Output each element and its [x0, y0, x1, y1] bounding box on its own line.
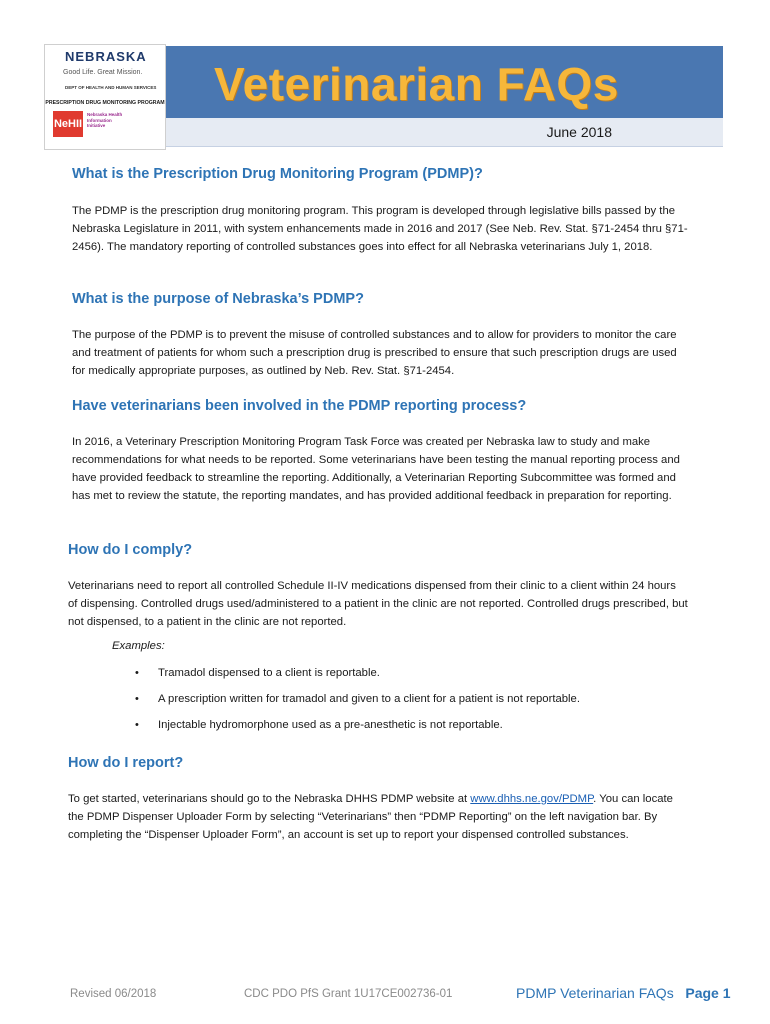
- section-heading-what-is-pdmp: What is the Prescription Drug Monitoring Program (PDMP)?: [72, 166, 483, 182]
- bullet-icon: •: [135, 719, 139, 731]
- logo-dept: DEPT OF HEALTH AND HUMAN SERVICES: [65, 85, 157, 90]
- bullet-icon: •: [135, 693, 139, 705]
- examples-label: Examples:: [112, 640, 165, 652]
- publication-date: June 2018: [546, 124, 612, 140]
- list-item: • Tramadol dispensed to a client is reportable.: [132, 664, 692, 690]
- footer-revised: Revised 06/2018: [70, 988, 157, 1000]
- nebraska-dhhs-logo: [44, 44, 166, 150]
- title-banner: [166, 46, 723, 118]
- logo-state-name: NEBRASKA: [65, 49, 147, 64]
- section-heading-purpose: What is the purpose of Nebraska’s PDMP?: [72, 291, 364, 307]
- bullet-icon: •: [135, 667, 139, 679]
- nehii-logo-text: Nebraska Health Information Initiative: [87, 112, 123, 128]
- section-body-purpose: The purpose of the PDMP is to prevent the misuse of controlled substances and to allow for providers to monitor the care and treatment of patients for whom such a prescription drug is prescribed to ensure that such prescription drugs are used for medically appropriate purposes, as outlined by Neb. Rev. Stat. §71-2454.: [72, 329, 677, 377]
- section-body-what-is-pdmp: The PDMP is the prescription drug monitoring program. This program is developed through legislative bills passed by the Nebraska Legislature in 2011, with system enhancements made in 2016 and 2017 (See Neb. Rev. Stat. §71-2454 thru §71-2456). The mandatory reporting of controlled substances goes into effect for all Nebraska veterinarians July 1, 2018.: [72, 205, 688, 253]
- section-body-report: To get started, veterinarians should go to the Nebraska DHHS PDMP website at www.dhhs.ne.gov/PDMP. You can locate the PDMP Dispenser Uploader Form by selecting “Veterinarians” then “PDMP Reporting” on the left navigation bar. By completing the “Dispenser Uploader Form”, an account is set up to report your dispensed controlled substances.: [68, 793, 673, 841]
- section-heading-involvement: Have veterinarians been involved in the PDMP reporting process?: [72, 398, 527, 414]
- footer-grant: CDC PDO PfS Grant 1U17CE002736-01: [244, 988, 453, 1000]
- nehii-logo-icon: NeHII: [53, 111, 83, 137]
- examples-list: [132, 664, 692, 742]
- page-number: Page 1: [685, 985, 731, 1001]
- list-item: • A prescription written for tramadol and given to a client for a patient is not reportable.: [132, 690, 692, 716]
- section-heading-comply: How do I comply?: [68, 542, 193, 558]
- logo-tagline: Good Life. Great Mission.: [63, 69, 143, 76]
- section-body-comply: Veterinarians need to report all controlled Schedule II-IV medications dispensed from their clinic to a client within 24 hours of dispensing. Controlled drugs used/administered to a patient in the clinic are not reported. Controlled drugs prescribed, but not dispensed, to a patient in the clinic are not reported.: [68, 580, 688, 628]
- section-heading-report: How do I report?: [68, 755, 184, 771]
- list-item: • Injectable hydromorphone used as a pre-anesthetic is not reportable.: [132, 716, 692, 742]
- pdmp-website-link[interactable]: www.dhhs.ne.gov/PDMP: [470, 793, 594, 805]
- page-title: Veterinarian FAQs: [214, 58, 619, 110]
- footer-doc-title: PDMP Veterinarian FAQs Page 1: [516, 985, 731, 1001]
- section-body-involvement: In 2016, a Veterinary Prescription Monitoring Program Task Force was created per Nebraska law to study and make recommendations for what needs to be reported. Some veterinarians have been testing the manual reporting process and have provided feedback to streamline the reporting. Additionally, a Veterinarian Reporting Subcommittee was formed and has met to review the statute, the reporting mandates, and has provided additional feedback in preparation for reporting.: [72, 436, 680, 502]
- date-bar: [166, 118, 723, 147]
- logo-program-name: PRESCRIPTION DRUG MONITORING PROGRAM: [45, 100, 165, 106]
